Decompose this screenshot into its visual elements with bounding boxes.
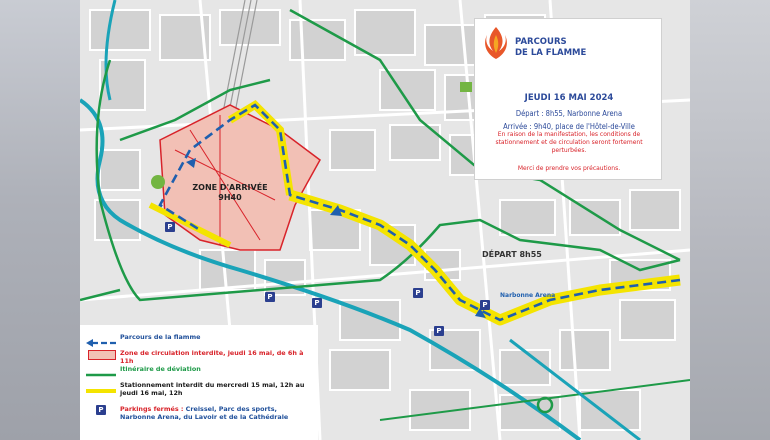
legend-parking-label: Parkings fermés : [120, 405, 184, 413]
info-warning: En raison de la manifestation, les conditions de stationnement et de circulation seront fortement perturbées. [495, 131, 643, 154]
zone-arrivee-title: ZONE D'ARRIVÉE [192, 183, 268, 192]
legend-deviation-symbol [86, 365, 116, 375]
parking-icon[interactable]: P [265, 292, 275, 302]
legend-row-deviation [86, 365, 314, 375]
flame-logo-icon [481, 25, 511, 61]
parking-icon[interactable]: P [312, 298, 322, 308]
parking-icon[interactable]: P [413, 288, 423, 298]
parking-icon: P [96, 405, 106, 415]
background-photo-left [0, 0, 80, 440]
parking-icon[interactable]: P [434, 326, 444, 336]
info-panel [474, 18, 662, 180]
legend-deviation-label: Itinéraire de déviation [120, 365, 201, 373]
info-arrival: Arrivée : 9h40, place de l'Hôtel-de-Ville [503, 122, 635, 131]
info-title [515, 37, 655, 59]
map-legend [80, 325, 318, 440]
legend-noparking-symbol [86, 381, 116, 391]
legend-parking-list: Creissel, Parc des sports, Narbonne Arena, du Lavoir et de la Cathédrale [120, 405, 289, 421]
background-photo-right [690, 0, 770, 440]
parking-icon[interactable]: P [165, 222, 175, 232]
info-departure: Départ : 8h55, Narbonne Arena [515, 109, 623, 118]
info-title-line2: DE LA FLAMME [515, 48, 587, 58]
legend-zone-symbol [86, 349, 116, 359]
legend-noparking-label: Stationnement interdit du mercredi 15 mai, 12h au jeudi 16 mai, 12h [120, 381, 305, 397]
legend-row-zone [86, 349, 314, 365]
zone-arrivee-label [180, 183, 280, 203]
arena-label: Narbonne Arena [500, 292, 556, 299]
legend-flame-symbol [86, 333, 116, 343]
zone-arrivee-time: 9H40 [218, 193, 242, 202]
info-title-line1: PARCOURS [515, 37, 567, 47]
legend-row-noparking [86, 381, 314, 397]
legend-row-parking [86, 405, 314, 421]
legend-parking-text [120, 405, 310, 421]
legend-flame-label: Parcours de la flamme [120, 333, 201, 341]
parking-icon[interactable]: P [480, 300, 490, 310]
info-caution: Merci de prendre vos précautions. [517, 165, 621, 172]
legend-parking-symbol [86, 405, 116, 415]
depart-label: DÉPART 8h55 [482, 250, 542, 259]
legend-row-flame [86, 333, 314, 343]
info-date: JEUDI 16 MAI 2024 [524, 93, 614, 103]
legend-zone-label: Zone de circulation interdite, jeudi 16 mai, de 6h à 11h [120, 349, 304, 365]
